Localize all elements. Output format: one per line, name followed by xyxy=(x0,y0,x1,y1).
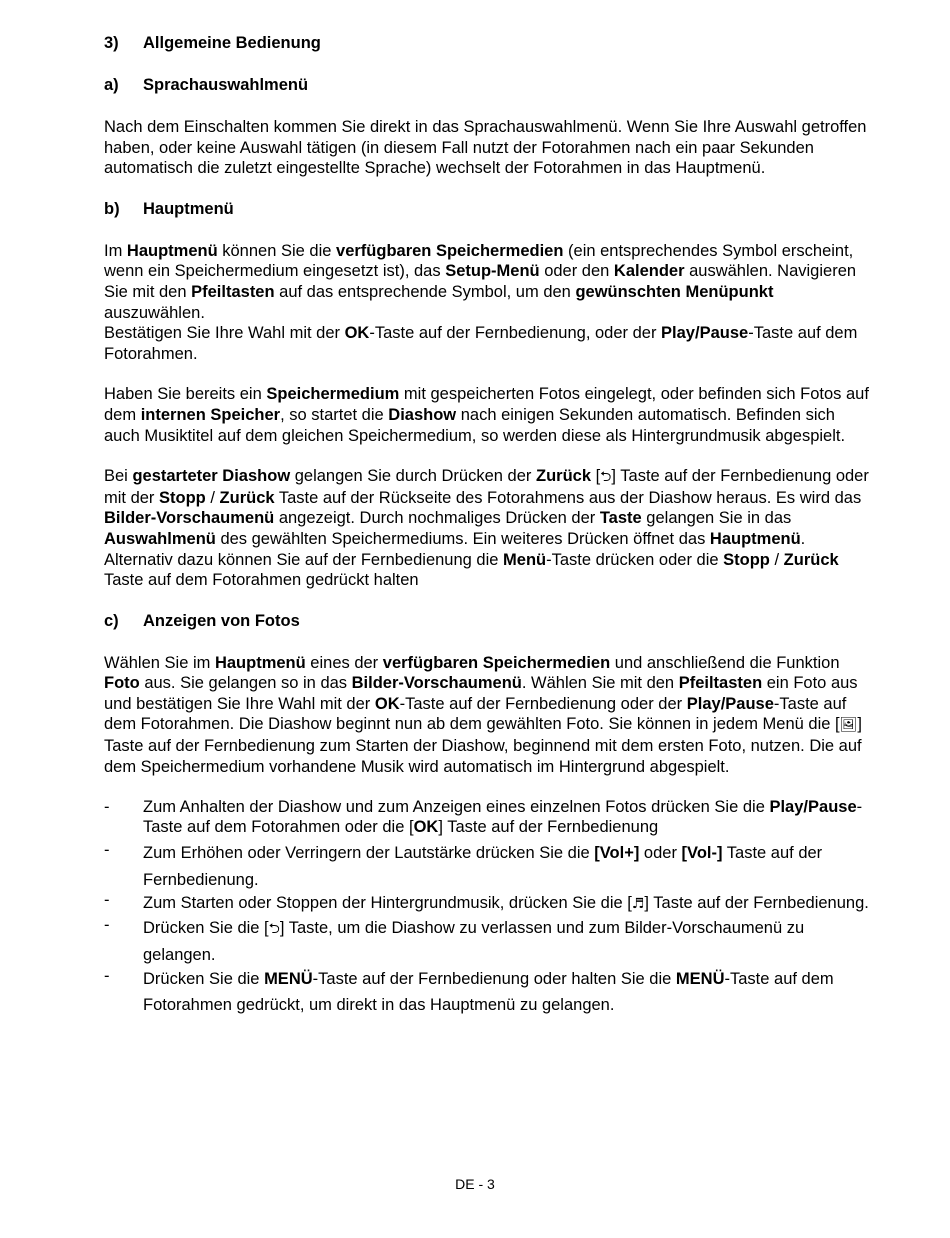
subheading-number: b) xyxy=(104,199,120,218)
list-item: - Drücken Sie die [⮌] Taste, um die Diashow zu verlassen und zum Bilder-Vorschaumenü zu gelangen. xyxy=(104,915,805,965)
subheading-number: a) xyxy=(104,76,119,94)
back-arrow-icon: ⮌ xyxy=(600,469,612,486)
music-note-icon: ♬ xyxy=(631,896,645,913)
paragraph-slideshow-navigation: Bei gestarteter Diashow gelangen Sie durch Drücken der Zurück [⮌] Taste auf der Fernbedienung oder mit der Stopp / Zurück Taste auf der Rückseite des Fotorahmens aus der Diashow heraus. Es wird das Bilder-Vorschaumenü angezeigt. Durch nochmaliges Drücken der Taste gelangen Sie in das Auswahlmenü des gewählten Speichermediums. Ein weiteres Drücken öffnet das Hauptmenü. Alternativ dazu können Sie auf der Fernbedienung die Menü-Taste drücken oder die Stopp / Zurück Taste auf dem Fotorahmen gedrückt halten xyxy=(104,467,869,590)
paragraph-show-photos: Wählen Sie im Hauptmenü eines der verfügbaren Speichermedien und anschließend die Funktion Foto aus. Sie gelangen so in das Bilder-Vorschaumenü. Wählen Sie mit den Pfeiltasten ein Foto aus und bestätigen Sie Ihre Wahl mit der OK-Taste auf der Fernbedienung oder der Play/Pause-Taste auf dem Fotorahmen. Die Diashow beginnt nun ab dem gewählten Foto. Sie können in jedem Menü die [🖼] Taste auf der Fernbedienung zum Starten der Diashow, beginnend mit dem ersten Foto, nutzen. Die auf dem Speichermedium vorhandene Musik wird automatisch im Hintergrund abgespielt. xyxy=(104,653,862,776)
subheading-title: Hauptmenü xyxy=(143,199,234,218)
subheading-main-menu xyxy=(104,199,874,219)
list-item: - Zum Erhöhen oder Verringern der Lautstärke drücken Sie die [Vol+] oder [Vol-] Taste auf der Fernbedienung. xyxy=(104,841,823,889)
list-item: - Zum Starten oder Stoppen der Hintergrundmusik, drücken Sie die [♬] Taste auf der Fernbedienung. xyxy=(104,891,869,913)
subheading-title: Anzeigen von Fotos xyxy=(143,611,300,630)
list-item: - Zum Anhalten der Diashow und zum Anzeigen eines einzelnen Fotos drücken Sie die Play/Pause-Taste auf dem Fotorahmen oder die [OK] Taste auf der Fernbedienung xyxy=(104,798,863,837)
back-arrow-icon: ⮌ xyxy=(268,920,280,937)
subheading-language-menu xyxy=(104,75,874,95)
section-heading-general-operation xyxy=(104,33,874,53)
subheading-number: c) xyxy=(104,611,119,630)
subheading-title: Sprachauswahlmenü xyxy=(143,76,309,94)
document-page xyxy=(104,33,874,1020)
instruction-list xyxy=(104,797,874,1019)
paragraph-main-menu-intro: Im Hauptmenü können Sie die verfügbaren Speichermedien (ein entsprechendes Symbol erscheint, wenn ein Speichermedium eingesetzt ist), das Setup-Menü oder den Kalender auswählen. Navigieren Sie mit den Pfeiltasten auf das entsprechende Symbol, um den gewünschten Menüpunkt auszuwählen. Bestätigen Sie Ihre Wahl mit der OK-Taste auf der Fernbedienung, oder der Play/Pause-Taste auf dem Fotorahmen. xyxy=(104,241,858,363)
heading-title: Allgemeine Bedienung xyxy=(143,34,321,52)
heading-number: 3) xyxy=(104,34,119,52)
paragraph-storage-media: Haben Sie bereits ein Speichermedium mit gespeicherten Fotos eingelegt, oder befinden sich Fotos auf dem internen Speicher, so startet die Diashow nach einigen Sekunden automatisch. Befinden sich auch Musiktitel auf dem gleichen Speichermedium, so werden diese als Hintergrundmusik abgespielt. xyxy=(104,385,869,445)
paragraph-language-menu: Nach dem Einschalten kommen Sie direkt in das Sprachauswahlmenü. Wenn Sie Ihre Auswahl getroffen haben, oder keine Auswahl tätigen (in diesem Fall nutzt der Fotorahmen nach ein paar Sekunden automatisch die zuletzt eingestellte Sprache) wechselt der Fotorahmen in das Hauptmenü. xyxy=(104,118,867,178)
page-number: DE - 3 xyxy=(455,1176,495,1192)
slideshow-icon: 🖼 xyxy=(839,717,858,734)
list-item: - Drücken Sie die MENÜ-Taste auf der Fernbedienung oder halten Sie die MENÜ-Taste auf dem Fotorahmen gedrückt, um direkt in das Hauptmenü zu gelangen. xyxy=(104,966,834,1015)
subheading-show-photos xyxy=(104,611,874,631)
